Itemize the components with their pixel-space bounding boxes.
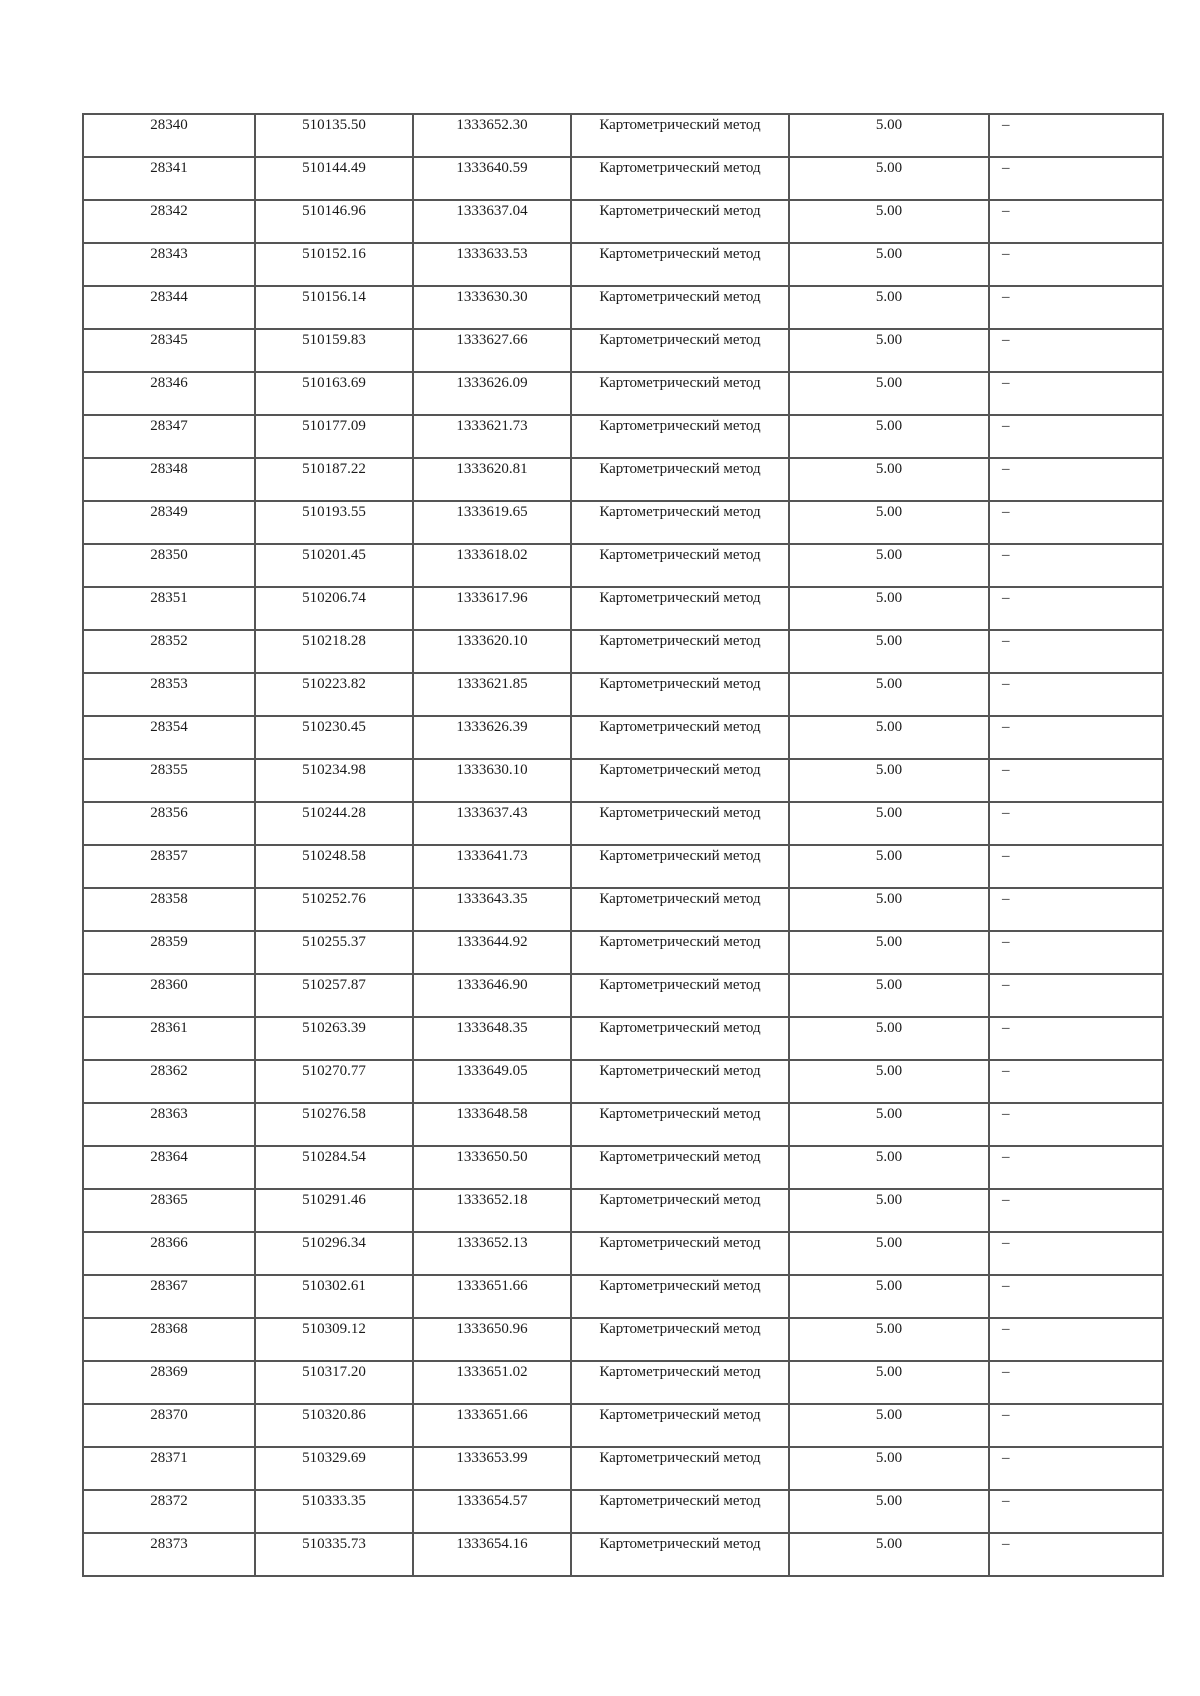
accuracy-cell: 5.00 xyxy=(789,802,989,845)
method-cell: Картометрический метод xyxy=(571,114,789,157)
accuracy-cell: 5.00 xyxy=(789,1361,989,1404)
y-coordinate-cell: 1333652.30 xyxy=(413,114,571,157)
note-cell: – xyxy=(989,1060,1163,1103)
point-number-cell: 28347 xyxy=(83,415,255,458)
point-number-cell: 28350 xyxy=(83,544,255,587)
y-coordinate-cell: 1333626.09 xyxy=(413,372,571,415)
point-number-cell: 28372 xyxy=(83,1490,255,1533)
point-number-cell: 28354 xyxy=(83,716,255,759)
table-row xyxy=(83,544,1163,587)
y-coordinate-cell: 1333649.05 xyxy=(413,1060,571,1103)
accuracy-cell: 5.00 xyxy=(789,114,989,157)
y-coordinate-cell: 1333653.99 xyxy=(413,1447,571,1490)
method-cell: Картометрический метод xyxy=(571,200,789,243)
x-coordinate-cell: 510284.54 xyxy=(255,1146,413,1189)
x-coordinate-cell: 510234.98 xyxy=(255,759,413,802)
note-cell: – xyxy=(989,372,1163,415)
point-number-cell: 28355 xyxy=(83,759,255,802)
point-number-cell: 28342 xyxy=(83,200,255,243)
accuracy-cell: 5.00 xyxy=(789,1404,989,1447)
accuracy-cell: 5.00 xyxy=(789,1103,989,1146)
y-coordinate-cell: 1333620.81 xyxy=(413,458,571,501)
method-cell: Картометрический метод xyxy=(571,1189,789,1232)
x-coordinate-cell: 510270.77 xyxy=(255,1060,413,1103)
note-cell: – xyxy=(989,888,1163,931)
method-cell: Картометрический метод xyxy=(571,759,789,802)
y-coordinate-cell: 1333652.13 xyxy=(413,1232,571,1275)
x-coordinate-cell: 510187.22 xyxy=(255,458,413,501)
accuracy-cell: 5.00 xyxy=(789,716,989,759)
y-coordinate-cell: 1333633.53 xyxy=(413,243,571,286)
table-row xyxy=(83,759,1163,802)
point-number-cell: 28365 xyxy=(83,1189,255,1232)
point-number-cell: 28348 xyxy=(83,458,255,501)
point-number-cell: 28340 xyxy=(83,114,255,157)
y-coordinate-cell: 1333654.16 xyxy=(413,1533,571,1576)
y-coordinate-cell: 1333618.02 xyxy=(413,544,571,587)
table-row xyxy=(83,458,1163,501)
note-cell: – xyxy=(989,1447,1163,1490)
accuracy-cell: 5.00 xyxy=(789,1060,989,1103)
x-coordinate-cell: 510156.14 xyxy=(255,286,413,329)
x-coordinate-cell: 510333.35 xyxy=(255,1490,413,1533)
accuracy-cell: 5.00 xyxy=(789,1447,989,1490)
table-row xyxy=(83,845,1163,888)
table-row xyxy=(83,587,1163,630)
x-coordinate-cell: 510320.86 xyxy=(255,1404,413,1447)
note-cell: – xyxy=(989,114,1163,157)
note-cell: – xyxy=(989,458,1163,501)
y-coordinate-cell: 1333621.73 xyxy=(413,415,571,458)
note-cell: – xyxy=(989,845,1163,888)
x-coordinate-cell: 510163.69 xyxy=(255,372,413,415)
y-coordinate-cell: 1333650.50 xyxy=(413,1146,571,1189)
accuracy-cell: 5.00 xyxy=(789,1017,989,1060)
x-coordinate-cell: 510193.55 xyxy=(255,501,413,544)
table-row xyxy=(83,1361,1163,1404)
table-row xyxy=(83,1533,1163,1576)
point-number-cell: 28346 xyxy=(83,372,255,415)
x-coordinate-cell: 510244.28 xyxy=(255,802,413,845)
note-cell: – xyxy=(989,673,1163,716)
point-number-cell: 28369 xyxy=(83,1361,255,1404)
note-cell: – xyxy=(989,1017,1163,1060)
x-coordinate-cell: 510223.82 xyxy=(255,673,413,716)
point-number-cell: 28363 xyxy=(83,1103,255,1146)
table-row xyxy=(83,673,1163,716)
point-number-cell: 28367 xyxy=(83,1275,255,1318)
x-coordinate-cell: 510329.69 xyxy=(255,1447,413,1490)
table-row xyxy=(83,1060,1163,1103)
table-row xyxy=(83,157,1163,200)
table-row xyxy=(83,1404,1163,1447)
accuracy-cell: 5.00 xyxy=(789,329,989,372)
table-row xyxy=(83,1275,1163,1318)
note-cell: – xyxy=(989,157,1163,200)
note-cell: – xyxy=(989,415,1163,458)
method-cell: Картометрический метод xyxy=(571,286,789,329)
note-cell: – xyxy=(989,716,1163,759)
point-number-cell: 28351 xyxy=(83,587,255,630)
note-cell: – xyxy=(989,630,1163,673)
method-cell: Картометрический метод xyxy=(571,501,789,544)
method-cell: Картометрический метод xyxy=(571,1103,789,1146)
table-row xyxy=(83,931,1163,974)
table-body xyxy=(83,114,1163,1576)
point-number-cell: 28353 xyxy=(83,673,255,716)
method-cell: Картометрический метод xyxy=(571,587,789,630)
point-number-cell: 28357 xyxy=(83,845,255,888)
table-row xyxy=(83,1318,1163,1361)
note-cell: – xyxy=(989,329,1163,372)
accuracy-cell: 5.00 xyxy=(789,587,989,630)
x-coordinate-cell: 510255.37 xyxy=(255,931,413,974)
x-coordinate-cell: 510309.12 xyxy=(255,1318,413,1361)
method-cell: Картометрический метод xyxy=(571,458,789,501)
method-cell: Картометрический метод xyxy=(571,716,789,759)
note-cell: – xyxy=(989,1490,1163,1533)
point-number-cell: 28364 xyxy=(83,1146,255,1189)
method-cell: Картометрический метод xyxy=(571,630,789,673)
table-row xyxy=(83,1189,1163,1232)
method-cell: Картометрический метод xyxy=(571,1060,789,1103)
note-cell: – xyxy=(989,1146,1163,1189)
y-coordinate-cell: 1333621.85 xyxy=(413,673,571,716)
x-coordinate-cell: 510201.45 xyxy=(255,544,413,587)
x-coordinate-cell: 510135.50 xyxy=(255,114,413,157)
y-coordinate-cell: 1333637.43 xyxy=(413,802,571,845)
table-row xyxy=(83,415,1163,458)
table-row xyxy=(83,1447,1163,1490)
method-cell: Картометрический метод xyxy=(571,1275,789,1318)
table-row xyxy=(83,286,1163,329)
x-coordinate-cell: 510335.73 xyxy=(255,1533,413,1576)
x-coordinate-cell: 510263.39 xyxy=(255,1017,413,1060)
y-coordinate-cell: 1333641.73 xyxy=(413,845,571,888)
note-cell: – xyxy=(989,802,1163,845)
note-cell: – xyxy=(989,1232,1163,1275)
y-coordinate-cell: 1333630.10 xyxy=(413,759,571,802)
point-number-cell: 28343 xyxy=(83,243,255,286)
accuracy-cell: 5.00 xyxy=(789,1533,989,1576)
y-coordinate-cell: 1333637.04 xyxy=(413,200,571,243)
method-cell: Картометрический метод xyxy=(571,415,789,458)
table-row xyxy=(83,1232,1163,1275)
method-cell: Картометрический метод xyxy=(571,372,789,415)
note-cell: – xyxy=(989,587,1163,630)
y-coordinate-cell: 1333627.66 xyxy=(413,329,571,372)
y-coordinate-cell: 1333644.92 xyxy=(413,931,571,974)
note-cell: – xyxy=(989,1275,1163,1318)
method-cell: Картометрический метод xyxy=(571,1404,789,1447)
method-cell: Картометрический метод xyxy=(571,931,789,974)
method-cell: Картометрический метод xyxy=(571,802,789,845)
table-row xyxy=(83,243,1163,286)
accuracy-cell: 5.00 xyxy=(789,974,989,1017)
accuracy-cell: 5.00 xyxy=(789,372,989,415)
y-coordinate-cell: 1333643.35 xyxy=(413,888,571,931)
table-row xyxy=(83,329,1163,372)
method-cell: Картометрический метод xyxy=(571,1447,789,1490)
table-row xyxy=(83,114,1163,157)
y-coordinate-cell: 1333619.65 xyxy=(413,501,571,544)
y-coordinate-cell: 1333651.02 xyxy=(413,1361,571,1404)
x-coordinate-cell: 510159.83 xyxy=(255,329,413,372)
table-row xyxy=(83,888,1163,931)
x-coordinate-cell: 510144.49 xyxy=(255,157,413,200)
x-coordinate-cell: 510218.28 xyxy=(255,630,413,673)
y-coordinate-cell: 1333626.39 xyxy=(413,716,571,759)
point-number-cell: 28362 xyxy=(83,1060,255,1103)
method-cell: Картометрический метод xyxy=(571,1146,789,1189)
point-number-cell: 28366 xyxy=(83,1232,255,1275)
point-number-cell: 28371 xyxy=(83,1447,255,1490)
method-cell: Картометрический метод xyxy=(571,329,789,372)
method-cell: Картометрический метод xyxy=(571,243,789,286)
accuracy-cell: 5.00 xyxy=(789,1490,989,1533)
y-coordinate-cell: 1333651.66 xyxy=(413,1275,571,1318)
point-number-cell: 28358 xyxy=(83,888,255,931)
x-coordinate-cell: 510152.16 xyxy=(255,243,413,286)
accuracy-cell: 5.00 xyxy=(789,759,989,802)
note-cell: – xyxy=(989,931,1163,974)
x-coordinate-cell: 510257.87 xyxy=(255,974,413,1017)
y-coordinate-cell: 1333654.57 xyxy=(413,1490,571,1533)
accuracy-cell: 5.00 xyxy=(789,286,989,329)
point-number-cell: 28344 xyxy=(83,286,255,329)
table-row xyxy=(83,501,1163,544)
table-row xyxy=(83,630,1163,673)
method-cell: Картометрический метод xyxy=(571,974,789,1017)
y-coordinate-cell: 1333640.59 xyxy=(413,157,571,200)
point-number-cell: 28341 xyxy=(83,157,255,200)
y-coordinate-cell: 1333652.18 xyxy=(413,1189,571,1232)
method-cell: Картометрический метод xyxy=(571,1232,789,1275)
note-cell: – xyxy=(989,1361,1163,1404)
x-coordinate-cell: 510248.58 xyxy=(255,845,413,888)
accuracy-cell: 5.00 xyxy=(789,1146,989,1189)
method-cell: Картометрический метод xyxy=(571,673,789,716)
y-coordinate-cell: 1333648.35 xyxy=(413,1017,571,1060)
y-coordinate-cell: 1333648.58 xyxy=(413,1103,571,1146)
point-number-cell: 28360 xyxy=(83,974,255,1017)
table-row xyxy=(83,974,1163,1017)
point-number-cell: 28373 xyxy=(83,1533,255,1576)
accuracy-cell: 5.00 xyxy=(789,1189,989,1232)
y-coordinate-cell: 1333617.96 xyxy=(413,587,571,630)
accuracy-cell: 5.00 xyxy=(789,157,989,200)
table-row xyxy=(83,1490,1163,1533)
y-coordinate-cell: 1333646.90 xyxy=(413,974,571,1017)
table-row xyxy=(83,716,1163,759)
table-row xyxy=(83,802,1163,845)
x-coordinate-cell: 510230.45 xyxy=(255,716,413,759)
y-coordinate-cell: 1333651.66 xyxy=(413,1404,571,1447)
accuracy-cell: 5.00 xyxy=(789,1275,989,1318)
method-cell: Картометрический метод xyxy=(571,544,789,587)
accuracy-cell: 5.00 xyxy=(789,1232,989,1275)
note-cell: – xyxy=(989,243,1163,286)
accuracy-cell: 5.00 xyxy=(789,630,989,673)
accuracy-cell: 5.00 xyxy=(789,243,989,286)
y-coordinate-cell: 1333620.10 xyxy=(413,630,571,673)
x-coordinate-cell: 510302.61 xyxy=(255,1275,413,1318)
x-coordinate-cell: 510206.74 xyxy=(255,587,413,630)
accuracy-cell: 5.00 xyxy=(789,544,989,587)
note-cell: – xyxy=(989,286,1163,329)
y-coordinate-cell: 1333650.96 xyxy=(413,1318,571,1361)
note-cell: – xyxy=(989,1103,1163,1146)
point-number-cell: 28356 xyxy=(83,802,255,845)
method-cell: Картометрический метод xyxy=(571,1318,789,1361)
note-cell: – xyxy=(989,974,1163,1017)
accuracy-cell: 5.00 xyxy=(789,845,989,888)
note-cell: – xyxy=(989,544,1163,587)
x-coordinate-cell: 510296.34 xyxy=(255,1232,413,1275)
accuracy-cell: 5.00 xyxy=(789,888,989,931)
table-row xyxy=(83,1017,1163,1060)
accuracy-cell: 5.00 xyxy=(789,931,989,974)
accuracy-cell: 5.00 xyxy=(789,458,989,501)
x-coordinate-cell: 510291.46 xyxy=(255,1189,413,1232)
method-cell: Картометрический метод xyxy=(571,1017,789,1060)
method-cell: Картометрический метод xyxy=(571,157,789,200)
y-coordinate-cell: 1333630.30 xyxy=(413,286,571,329)
x-coordinate-cell: 510276.58 xyxy=(255,1103,413,1146)
note-cell: – xyxy=(989,501,1163,544)
note-cell: – xyxy=(989,1533,1163,1576)
x-coordinate-cell: 510252.76 xyxy=(255,888,413,931)
table-row xyxy=(83,1103,1163,1146)
note-cell: – xyxy=(989,759,1163,802)
table-row xyxy=(83,1146,1163,1189)
note-cell: – xyxy=(989,1189,1163,1232)
point-number-cell: 28370 xyxy=(83,1404,255,1447)
x-coordinate-cell: 510177.09 xyxy=(255,415,413,458)
x-coordinate-cell: 510317.20 xyxy=(255,1361,413,1404)
accuracy-cell: 5.00 xyxy=(789,673,989,716)
point-number-cell: 28368 xyxy=(83,1318,255,1361)
method-cell: Картометрический метод xyxy=(571,888,789,931)
note-cell: – xyxy=(989,1404,1163,1447)
table-row xyxy=(83,372,1163,415)
accuracy-cell: 5.00 xyxy=(789,1318,989,1361)
accuracy-cell: 5.00 xyxy=(789,200,989,243)
point-number-cell: 28352 xyxy=(83,630,255,673)
note-cell: – xyxy=(989,1318,1163,1361)
point-number-cell: 28359 xyxy=(83,931,255,974)
point-number-cell: 28345 xyxy=(83,329,255,372)
accuracy-cell: 5.00 xyxy=(789,501,989,544)
method-cell: Картометрический метод xyxy=(571,845,789,888)
point-number-cell: 28349 xyxy=(83,501,255,544)
coordinates-table xyxy=(82,113,1164,1577)
method-cell: Картометрический метод xyxy=(571,1361,789,1404)
method-cell: Картометрический метод xyxy=(571,1533,789,1576)
accuracy-cell: 5.00 xyxy=(789,415,989,458)
method-cell: Картометрический метод xyxy=(571,1490,789,1533)
x-coordinate-cell: 510146.96 xyxy=(255,200,413,243)
table-row xyxy=(83,200,1163,243)
note-cell: – xyxy=(989,200,1163,243)
point-number-cell: 28361 xyxy=(83,1017,255,1060)
